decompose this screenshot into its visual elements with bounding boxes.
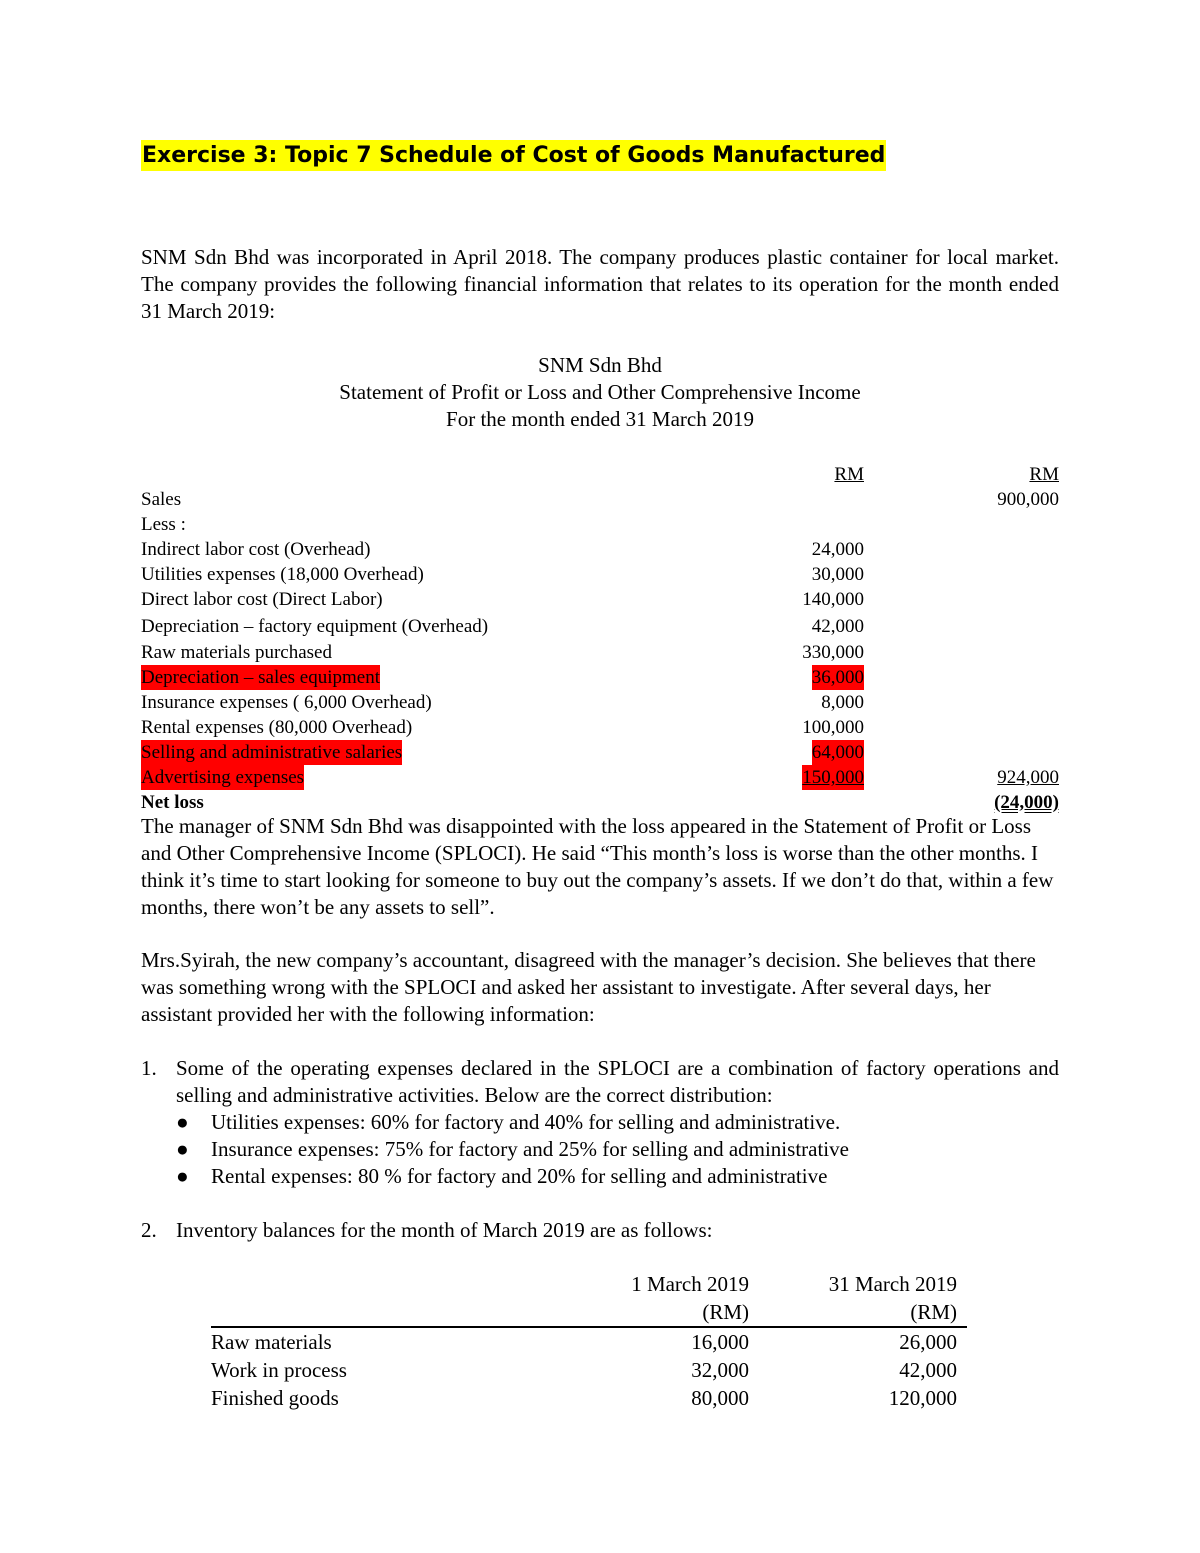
list-number: 2.	[141, 1218, 157, 1242]
table-row	[141, 715, 1059, 740]
distribution-bullets	[176, 1109, 1059, 1190]
net-loss-row	[141, 790, 1059, 815]
statement-period: For the month ended 31 March 2019	[446, 407, 754, 431]
exercise-title: Exercise 3: Topic 7 Schedule of Cost of Goods Manufactured	[141, 140, 886, 171]
bullet-text: Insurance expenses: 75% for factory and 25% for selling and administrative	[211, 1137, 849, 1161]
row-label-highlighted: Depreciation – sales equipment	[141, 667, 381, 688]
row-amount: 330,000	[802, 642, 864, 663]
inventory-header-row	[211, 1270, 967, 1298]
list-item-text: Some of the operating expenses declared in the SPLOCI are a combination of factory operations and selling and administrative activities. Below are the correct distribution:	[176, 1056, 1059, 1107]
inventory-unit-row	[211, 1298, 967, 1326]
col-a-unit: (RM)	[702, 1300, 749, 1324]
row-label: Insurance expenses ( 6,000 Overhead)	[141, 692, 432, 713]
row-total: 900,000	[997, 489, 1059, 510]
row-label-highlighted: Advertising expenses	[141, 767, 305, 788]
table-row	[141, 537, 1059, 562]
inventory-name: Finished goods	[211, 1386, 339, 1410]
row-label: Depreciation – factory equipment (Overhead)	[141, 616, 489, 637]
row-amount: 8,000	[821, 692, 864, 713]
bullet-text: Utilities expenses: 60% for factory and 40% for selling and administrative.	[211, 1110, 841, 1134]
table-row	[141, 765, 1059, 790]
inventory-close: 26,000	[899, 1330, 957, 1354]
bullet-icon: ●	[176, 1164, 189, 1188]
statement-name: Statement of Profit or Loss and Other Comprehensive Income	[339, 380, 861, 404]
table-row	[141, 690, 1059, 715]
bullet-icon: ●	[176, 1110, 189, 1134]
table-row	[211, 1328, 967, 1356]
inventory-name: Work in process	[211, 1358, 347, 1382]
row-label: Raw materials purchased	[141, 642, 332, 663]
row-amount: 42,000	[811, 616, 864, 637]
intro-paragraph: SNM Sdn Bhd was incorporated in April 2018. The company produces plastic container for local market. The company provides the following financial information that relates to its operation for the month ended 31 March 2019:	[141, 245, 1059, 323]
row-amount: 30,000	[811, 564, 864, 585]
list-item	[141, 1055, 1059, 1190]
table-row	[141, 562, 1059, 587]
list-item-text: Inventory balances for the month of March 2019 are as follows:	[176, 1218, 713, 1242]
col2-header: RM	[1029, 464, 1059, 485]
row-amount-highlighted: 150,000	[802, 767, 864, 788]
inventory-open: 80,000	[691, 1386, 749, 1410]
row-total: 924,000	[997, 767, 1059, 788]
list-number: 1.	[141, 1056, 157, 1080]
statement-header-row	[141, 462, 1059, 487]
row-amount-highlighted: 36,000	[811, 667, 864, 688]
net-loss-value: (24,000)	[994, 792, 1059, 813]
row-amount: 100,000	[802, 717, 864, 738]
table-row	[141, 665, 1059, 690]
row-label: Rental expenses (80,000 Overhead)	[141, 717, 413, 738]
inventory-open: 16,000	[691, 1330, 749, 1354]
inventory-open: 32,000	[691, 1358, 749, 1382]
table-row	[141, 512, 1059, 537]
table-row	[141, 587, 1059, 612]
statement-table	[141, 462, 1059, 815]
row-label: Direct labor cost (Direct Labor)	[141, 589, 383, 610]
row-label-highlighted: Selling and administrative salaries	[141, 742, 403, 763]
row-amount-highlighted: 64,000	[811, 742, 864, 763]
row-label: Indirect labor cost (Overhead)	[141, 539, 371, 560]
col-b-unit: (RM)	[910, 1300, 957, 1324]
row-amount: 140,000	[802, 589, 864, 610]
col-a-header: 1 March 2019	[631, 1272, 749, 1296]
row-amount: 24,000	[811, 539, 864, 560]
net-loss-label: Net loss	[141, 792, 204, 813]
statement-company: SNM Sdn Bhd	[538, 353, 662, 377]
inventory-name: Raw materials	[211, 1330, 332, 1354]
table-row	[211, 1384, 967, 1412]
bullet-icon: ●	[176, 1137, 189, 1161]
list-item	[176, 1109, 1059, 1136]
inventory-table	[211, 1270, 967, 1412]
col1-header: RM	[834, 464, 864, 485]
table-row	[141, 740, 1059, 765]
col-b-header: 31 March 2019	[828, 1272, 957, 1296]
table-row	[141, 640, 1059, 665]
inventory-close: 120,000	[888, 1386, 957, 1410]
table-row	[141, 612, 1059, 640]
information-list	[141, 1055, 1059, 1244]
list-item	[141, 1217, 1059, 1244]
accountant-paragraph: Mrs.Syirah, the new company’s accountant, disagreed with the manager’s decision. She believes that there was something wrong with the SPLOCI and asked her assistant to investigate. After several days, her assistant provided her with the following information:	[141, 948, 1036, 1026]
table-row	[141, 487, 1059, 512]
table-row	[211, 1356, 967, 1384]
bullet-text: Rental expenses: 80 % for factory and 20% for selling and administrative	[211, 1164, 828, 1188]
row-label: Utilities expenses (18,000 Overhead)	[141, 564, 424, 585]
row-label: Sales	[141, 489, 182, 510]
inventory-close: 42,000	[899, 1358, 957, 1382]
manager-paragraph: The manager of SNM Sdn Bhd was disappointed with the loss appeared in the Statement of Profit or Loss and Other Comprehensive Income (SPLOCI). He said “This month’s loss is worse than the other months. I think it’s time to start looking for someone to buy out the company’s assets. If we don’t do that, within a few months, there won’t be any assets to sell”.	[141, 814, 1054, 919]
list-item	[176, 1136, 1059, 1163]
list-item	[176, 1163, 1059, 1190]
row-label: Less :	[141, 514, 186, 535]
